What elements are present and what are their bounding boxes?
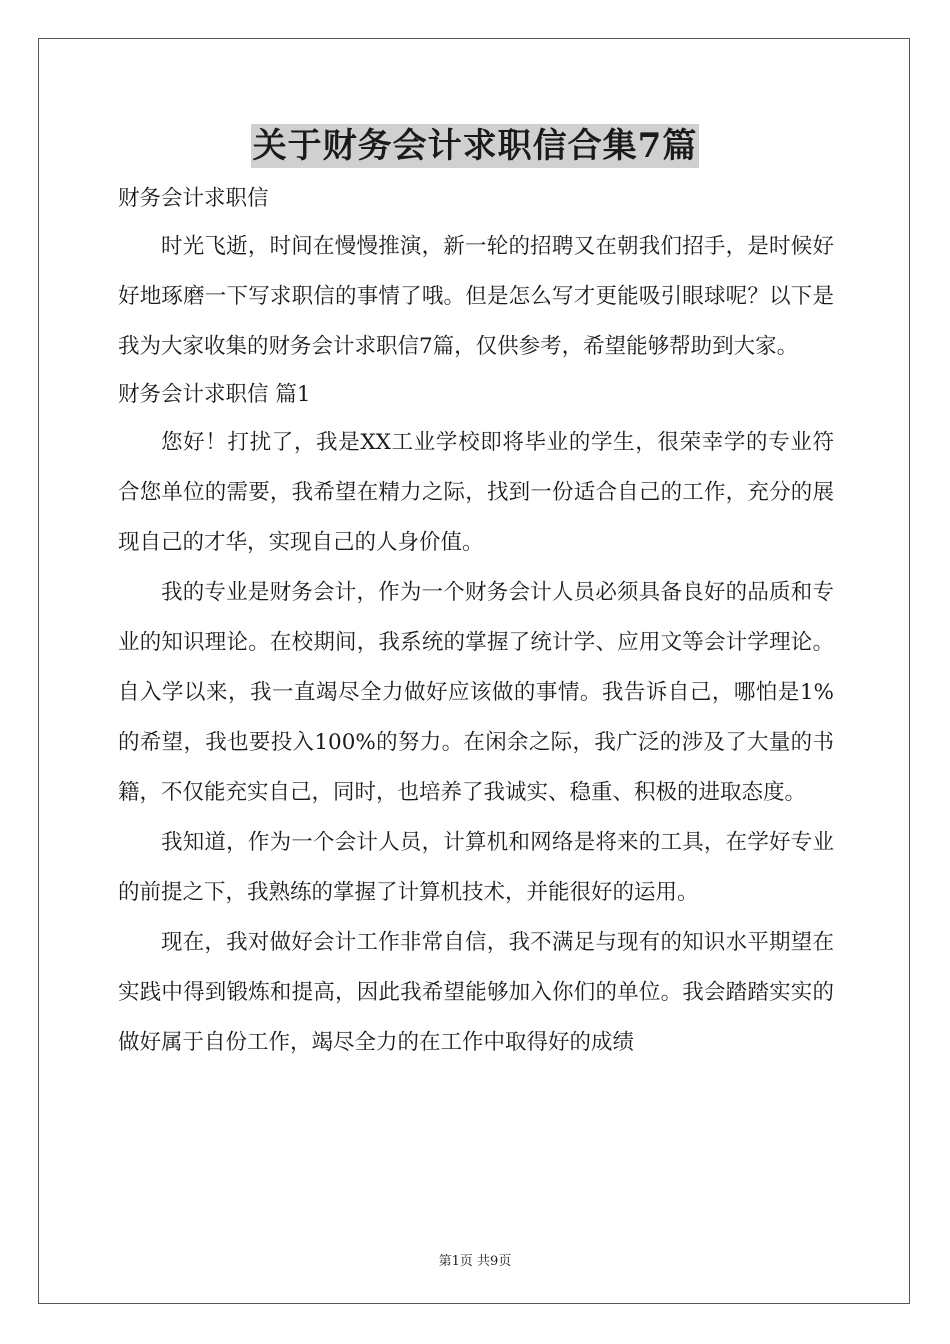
section-heading: 财务会计求职信 篇1 — [118, 382, 311, 407]
section-heading: 财务会计求职信 — [118, 186, 269, 211]
body-paragraph: 现在，我对做好会计工作非常自信，我不满足与现有的知识水平期望在实践中得到锻炼和提高，因此我希望能够加入你们的单位。我会踏踏实实的做好属于自份工作，竭尽全力的在工作中取得好的成绩 — [118, 930, 834, 1055]
document-title: 关于财务会计求职信合集7篇 — [252, 126, 698, 166]
body-paragraph: 您好！打扰了，我是XX工业学校即将毕业的学生，很荣幸学的专业符合您单位的需要，我希望在精力之际，找到一份适合自己的工作，充分的展现自己的才华，实现自己的人身价值。 — [118, 430, 834, 555]
body-paragraph: 我知道，作为一个会计人员，计算机和网络是将来的工具，在学好专业的前提之下，我熟练的掌握了计算机技术，并能很好的运用。 — [118, 830, 834, 905]
body-paragraph: 我的专业是财务会计，作为一个财务会计人员必须具备良好的品质和专业的知识理论。在校期间，我系统的掌握了统计学、应用文等会计学理论。自入学以来，我一直竭尽全力做好应该做的事情。我告诉自己，哪怕是1%的希望，我也要投入100%的努力。在闲余之际，我广泛的涉及了大量的书籍，不仅能充实自己，同时，也培养了我诚实、稳重、积极的进取态度。 — [118, 580, 834, 805]
intro-paragraph: 时光飞逝，时间在慢慢推演，新一轮的招聘又在朝我们招手，是时候好好地琢磨一下写求职信的事情了哦。但是怎么写才更能吸引眼球呢？以下是我为大家收集的财务会计求职信7篇，仅供参考，希望能够帮助到大家。 — [118, 234, 834, 359]
page-footer: 第1页 共9页 — [438, 1254, 512, 1269]
title-wrapper — [0, 124, 950, 168]
document-body — [118, 176, 834, 1068]
